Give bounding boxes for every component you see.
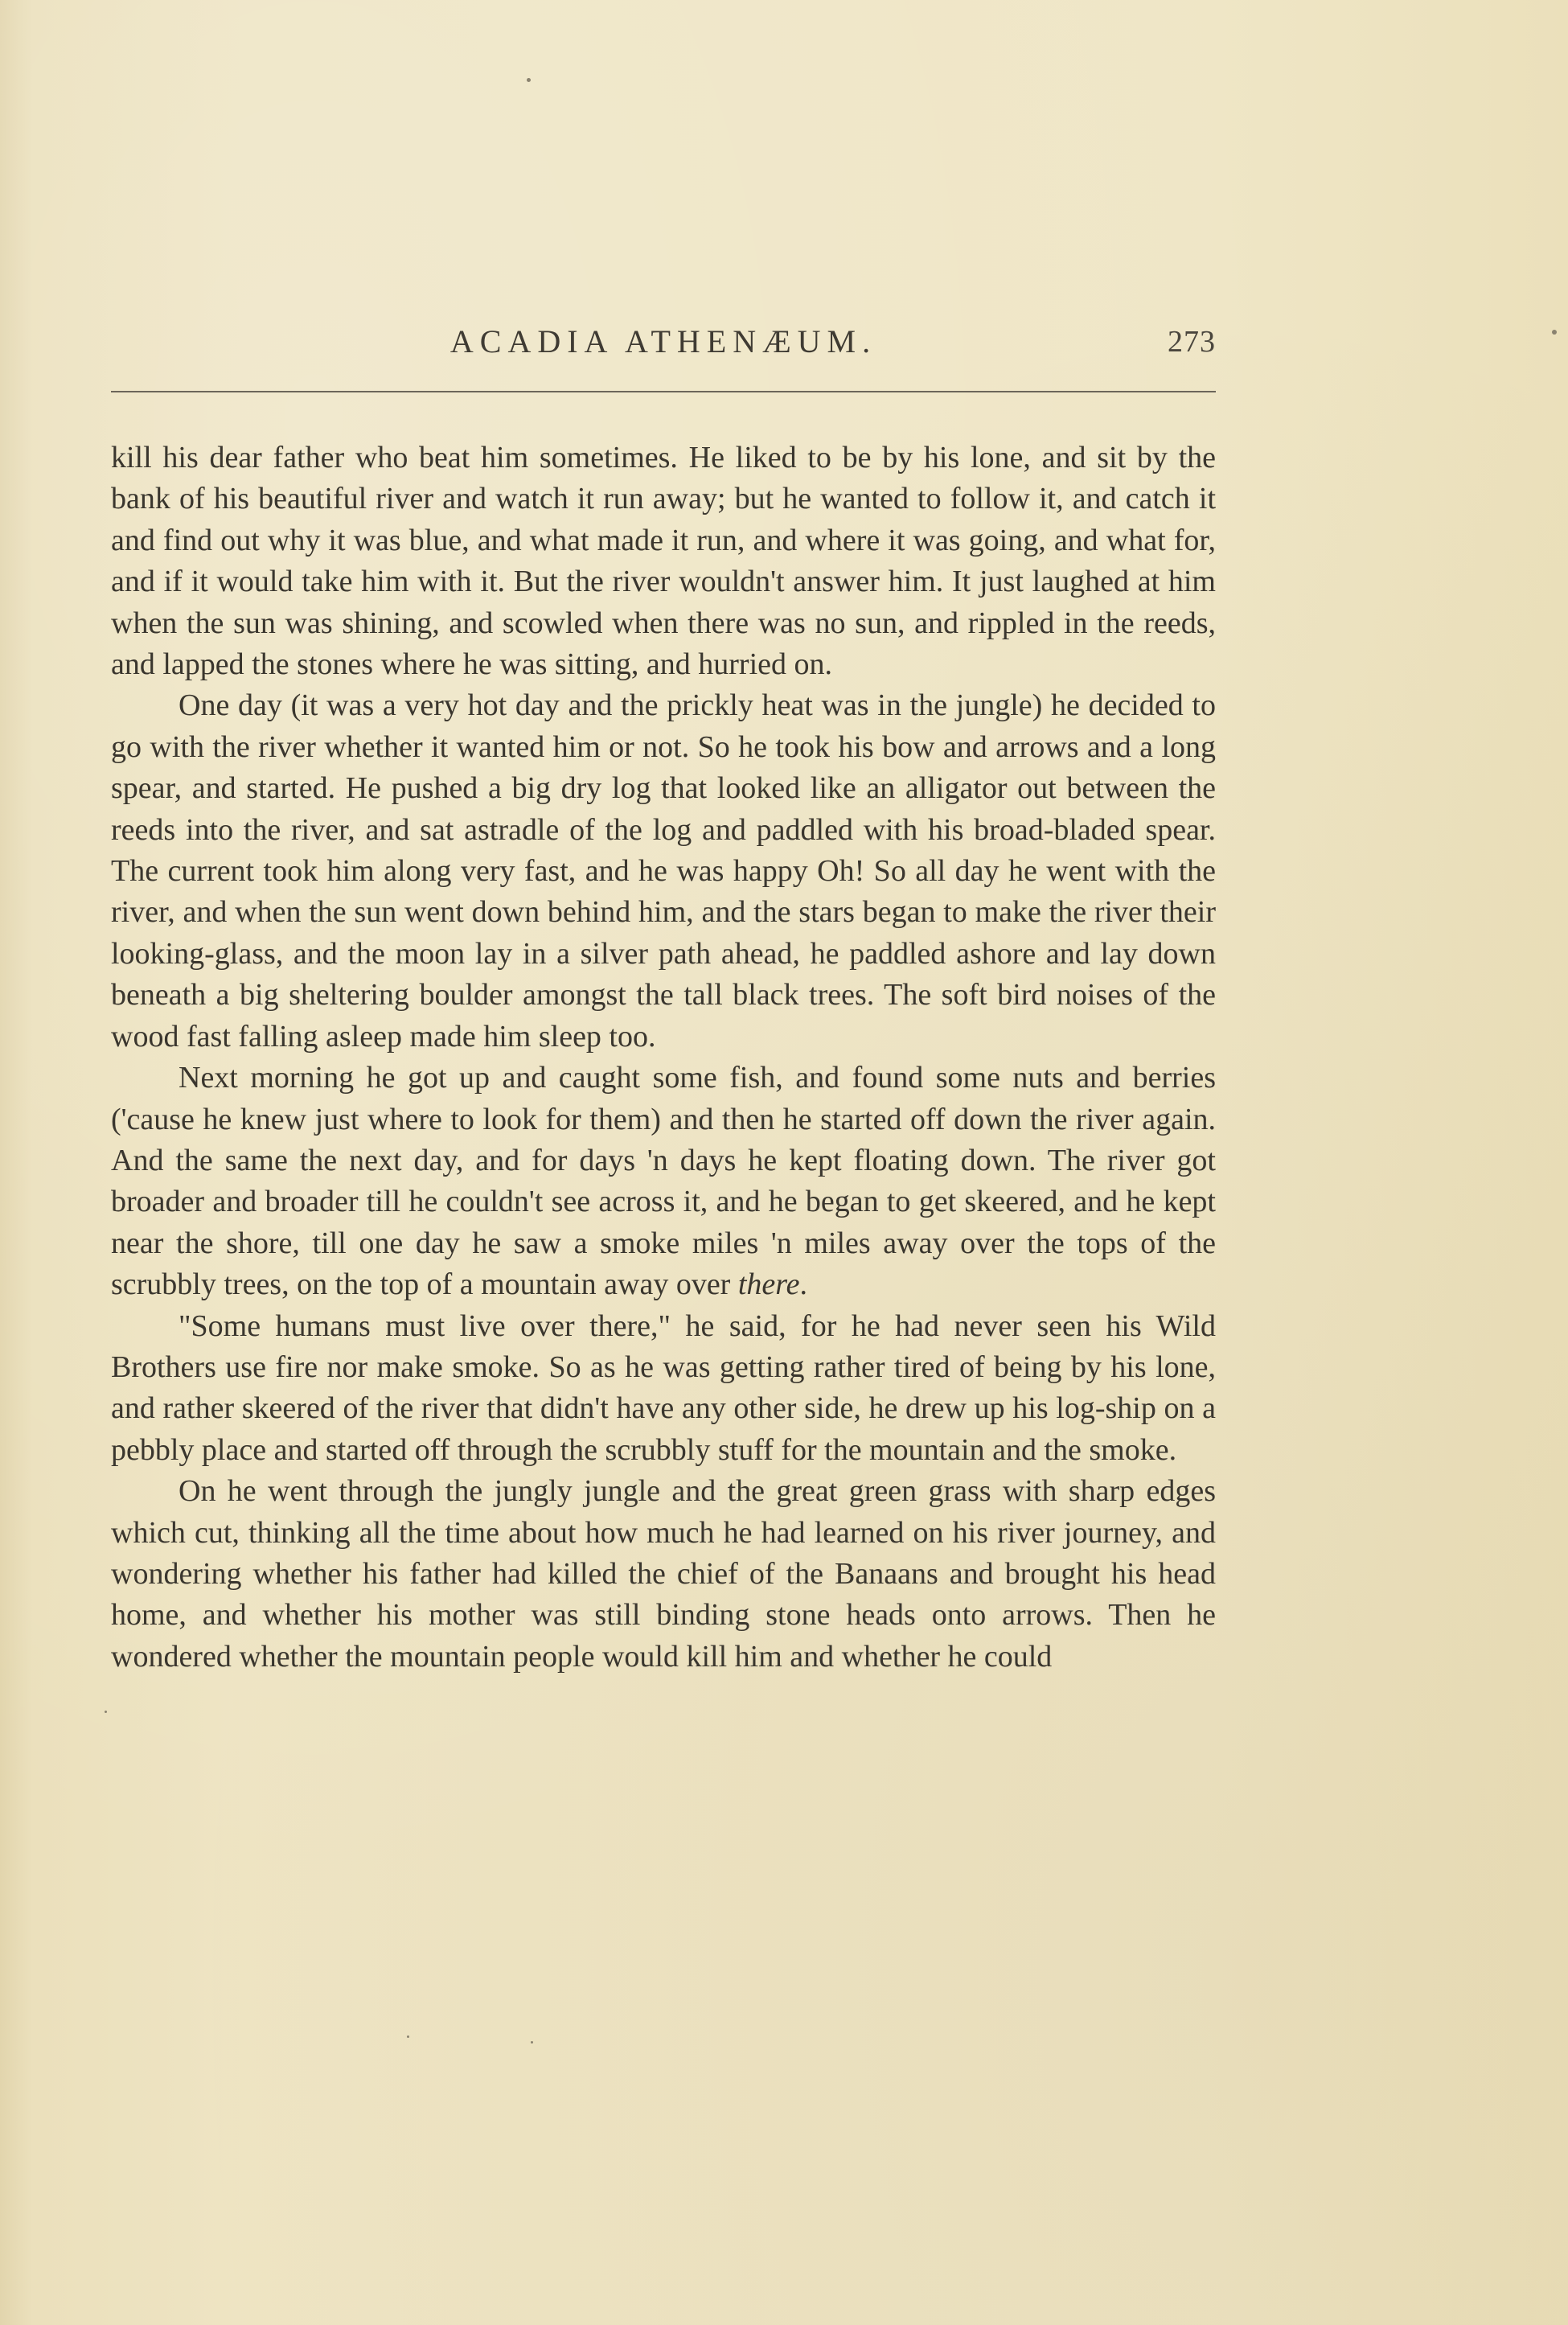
paragraph: On he went through the jungly jungle and the great green grass with sharp edges which cut, thinking all the time about how much he had learned on his river journey, and wondering whether his father had killed the chief of the Banaans and brought his head home, and whether his mother was still binding stone heads onto arrows. Then he wondered whether the mountain people would kill him and whether he could xyxy=(111,1474,1216,1674)
paper-speck xyxy=(105,1711,107,1713)
paragraph: "Some humans must live over there," he said, for he had never seen his Wild Brothers use fire nor make smoke. So as he was getting rather tired of being by his lone, and rather skeered of the river that didn't have any other side, he drew up his log-ship on a pebbly place and started off through the scrubbly stuff for the mountain and the smoke. xyxy=(111,1308,1216,1467)
page-number: 273 xyxy=(1168,325,1216,359)
paragraph-text: Next morning he got up and caught some fish, and found some nuts and berries ('cause he knew just where to look for them) and then he started off down the river again. And the same the next day, and for days 'n days he kept floating down. The river got broader and broader till he couldn't see across it, and he began to get skeered, and he kept near the shore, till one day he saw a smoke miles 'n miles away over the tops of the scrubbly trees, on the top of a mountain away over xyxy=(111,1061,1216,1302)
header-rule xyxy=(111,391,1216,392)
article-body xyxy=(111,437,1216,1678)
paper-speck xyxy=(531,2041,533,2044)
paper-speck xyxy=(1552,330,1557,335)
emphasized-word: there xyxy=(737,1267,800,1302)
paper-speck xyxy=(407,2035,409,2038)
paper-speck xyxy=(527,78,531,82)
paragraph: kill his dear father who beat him sometimes. He liked to be by his lone, and sit by the bank of his beautiful river and watch it run away; but he wanted to follow it, and catch it and find out why it was blue, and what made it run, and where it was going, and what for, and if it would take him with it. But the river wouldn't answer him. It just laughed at him when the sun was shining, and scowled when there was no sun, and rippled in the reeds, and lapped the stones where he was sitting, and hurried on. xyxy=(111,441,1216,682)
paragraph: One day (it was a very hot day and the prickly heat was in the jungle) he decided to go with the river whether it wanted him or not. So he took his bow and arrows and a long spear, and started. He pushed a big dry log that looked like an alligator out between the reeds into the river, and sat astradle of the log and paddled with his broad-bladed spear. The current took him along very fast, and he was happy Oh! So all day he went with the river, and when the sun went down behind him, and the stars began to make the river their looking-glass, and the moon lay in a silver path ahead, he paddled ashore and lay down beneath a big sheltering boulder amongst the tall black trees. The soft bird noises of the wood fast falling asleep made him sleep too. xyxy=(111,688,1216,1054)
paragraph-text: . xyxy=(799,1267,808,1302)
paragraph xyxy=(111,1058,1216,1305)
running-head: ACADIA ATHENÆUM. xyxy=(449,323,877,359)
page-header xyxy=(111,322,1216,362)
